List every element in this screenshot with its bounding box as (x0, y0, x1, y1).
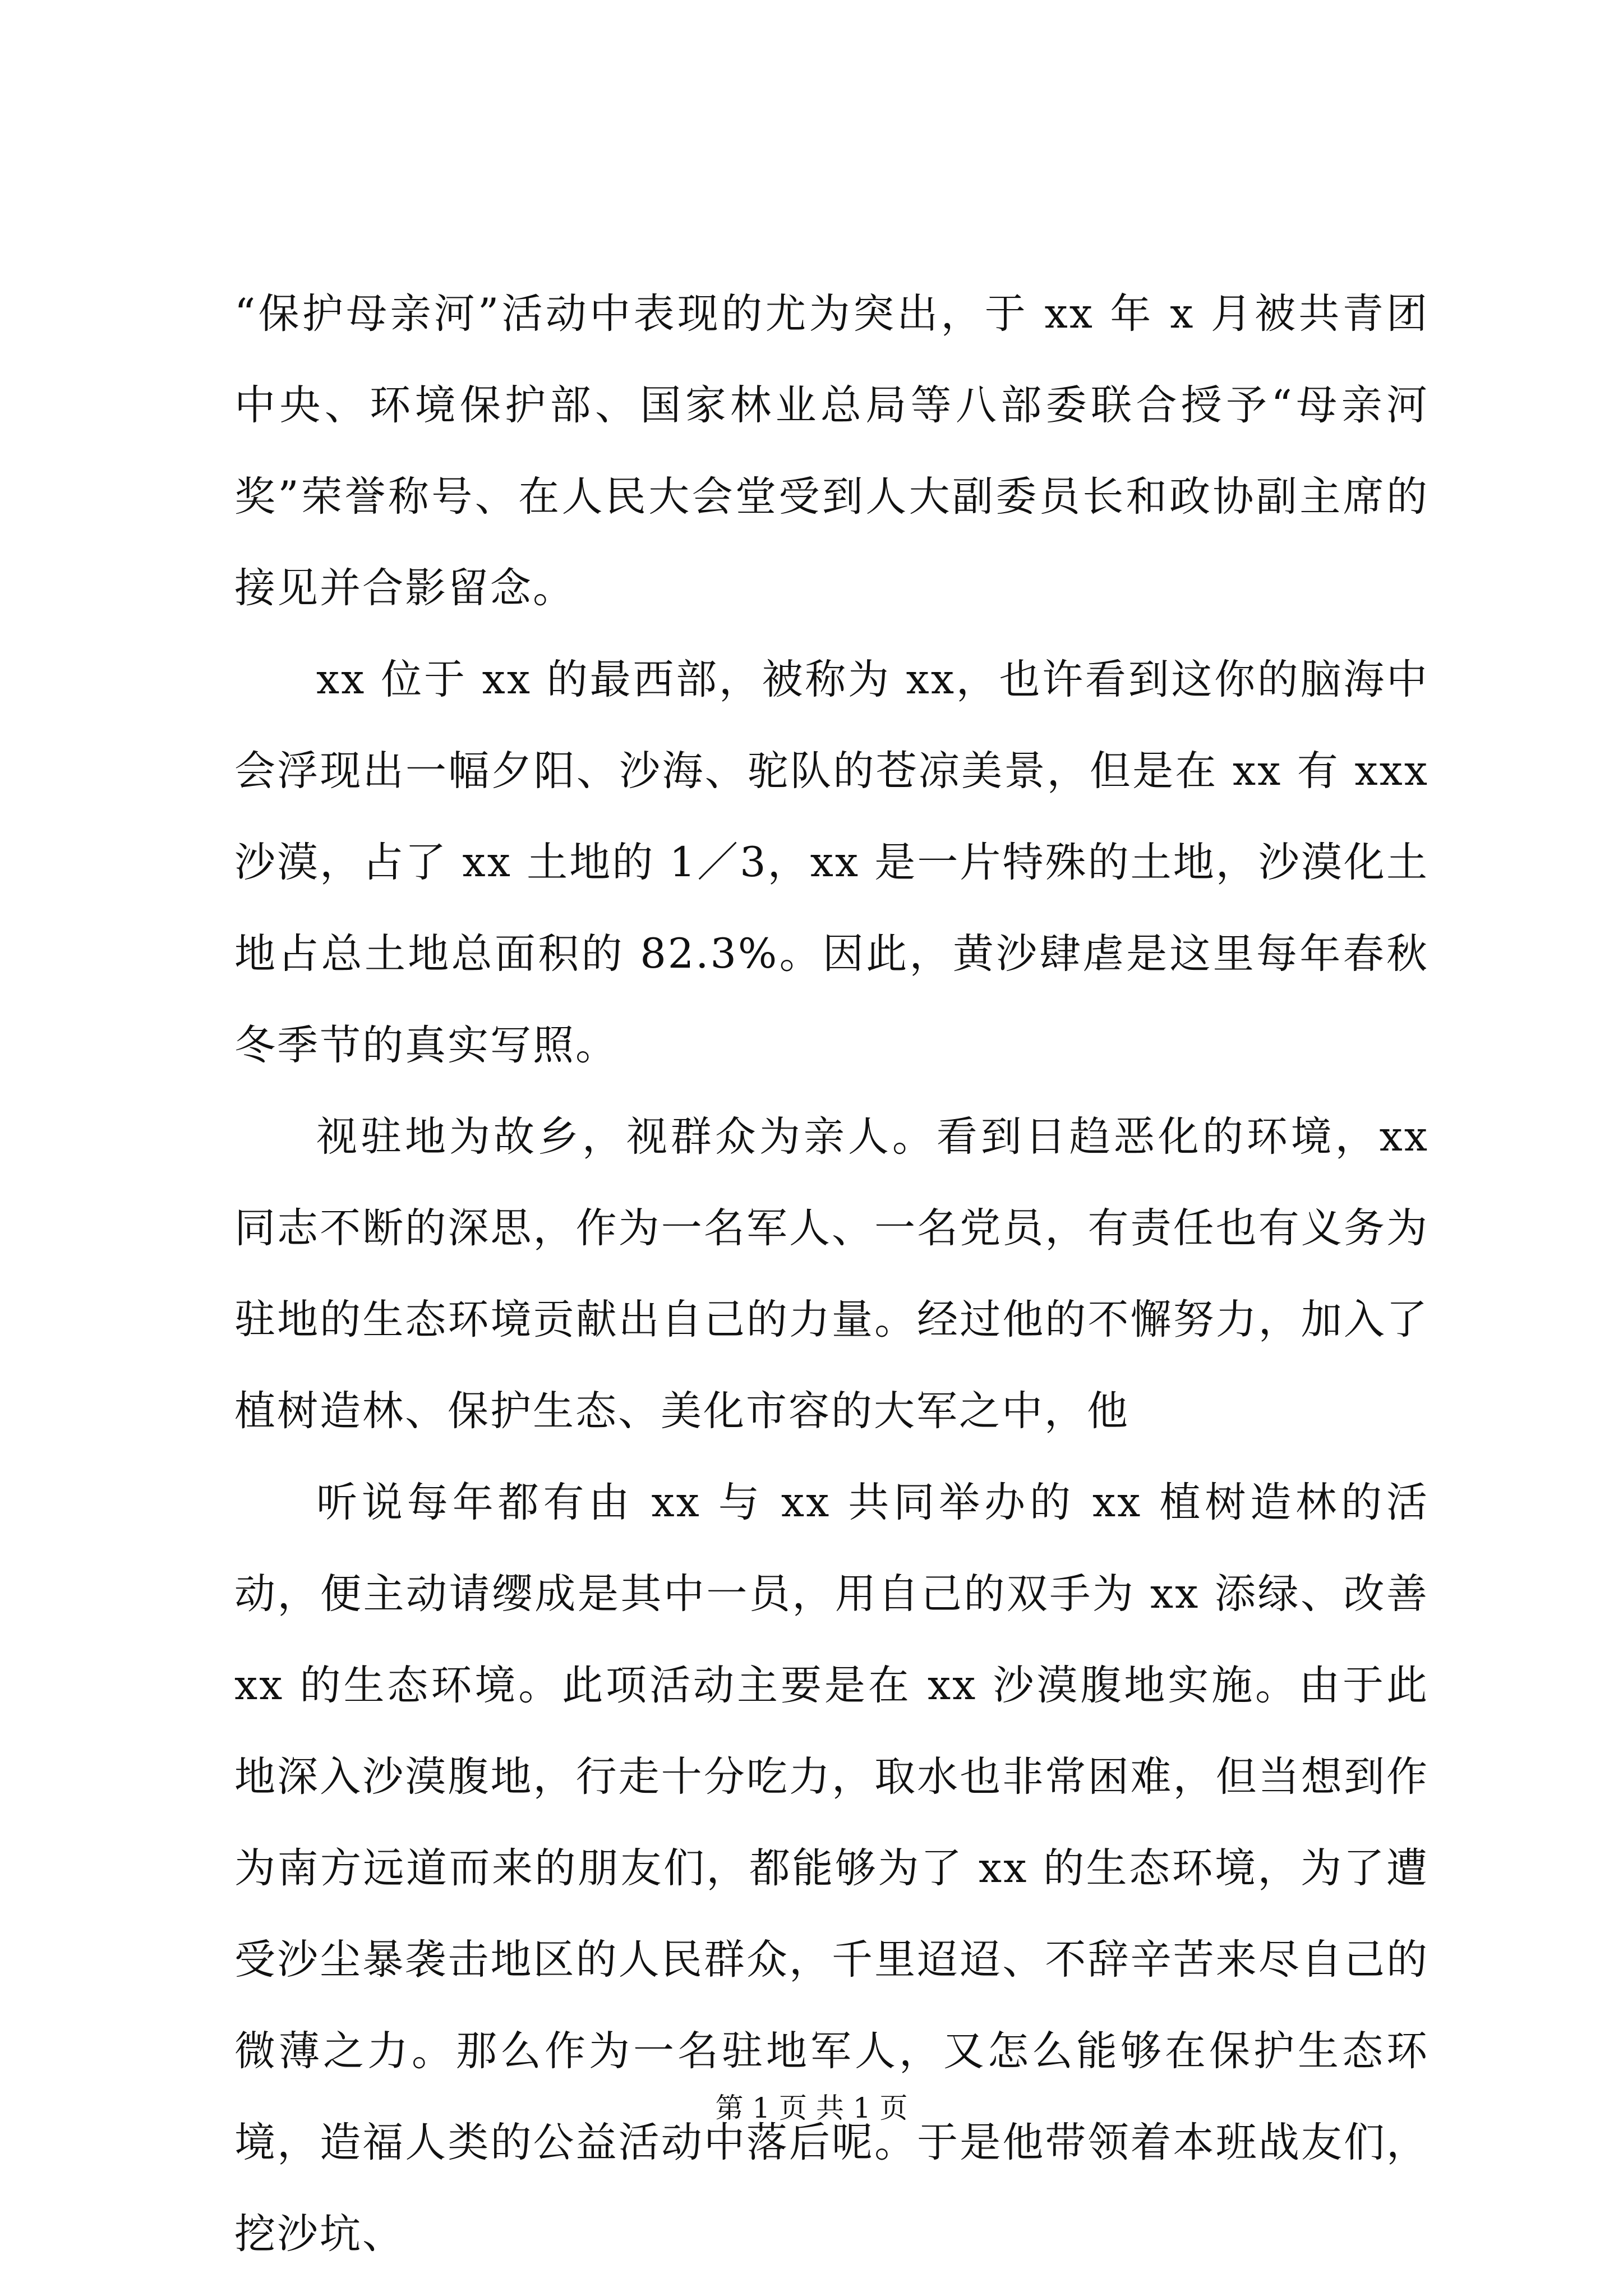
paragraph-2: xx 位于 xx 的最西部，被称为 xx，也许看到这你的脑海中会浮现出一幅夕阳、沙海、驼队的苍凉美景，但是在 xx 有 xxx 沙漠，占了 xx 土地的 1／3，xx 是一片特殊的土地，沙漠化土地占总土地总面积的 82.3%。因此，黄沙肆虐是这里每年春秋冬季节的真实写照。 (234, 656, 1429, 1069)
paragraph-3: 视驻地为故乡，视群众为亲人。看到日趋恶化的环境，xx 同志不断的深思，作为一名军人、一名党员，有责任也有义务为驻地的生态环境贡献出自己的力量。经过他的不懈努力，加入了植树造林、保护生态、美化市容的大军之中，他 (234, 1113, 1429, 1435)
paragraph-1: “保护母亲河”活动中表现的尤为突出，于 xx 年 x 月被共青团中央、环境保护部、国家林业总局等八部委联合授予“母亲河奖”荣誉称号、在人民大会堂受到人大副委员长和政协副主席的接见并合影留念。 (234, 290, 1429, 612)
page-footer: 第 1 页 共 1 页 (715, 2092, 908, 2124)
paragraph-4: 听说每年都有由 xx 与 xx 共同举办的 xx 植树造林的活动，便主动请缨成是其中一员，用自己的双手为 xx 添绿、改善 xx 的生态环境。此项活动主要是在 xx 沙漠腹地实施。由于此地深入沙漠腹地，行走十分吃力，取水也非常困难，但当想到作为南方远道而来的朋友们，都能够为了 xx 的生态环境，为了遭受沙尘暴袭击地区的人民群众，千里迢迢、不辞辛苦来尽自己的微薄之力。那么作为一名驻地军人，又怎么能够在保护生态环境，造福人类的公益活动中落后呢。于是他带领着本班战友们，挖沙坑、 (234, 1479, 1429, 2258)
document-body (234, 268, 1429, 2280)
